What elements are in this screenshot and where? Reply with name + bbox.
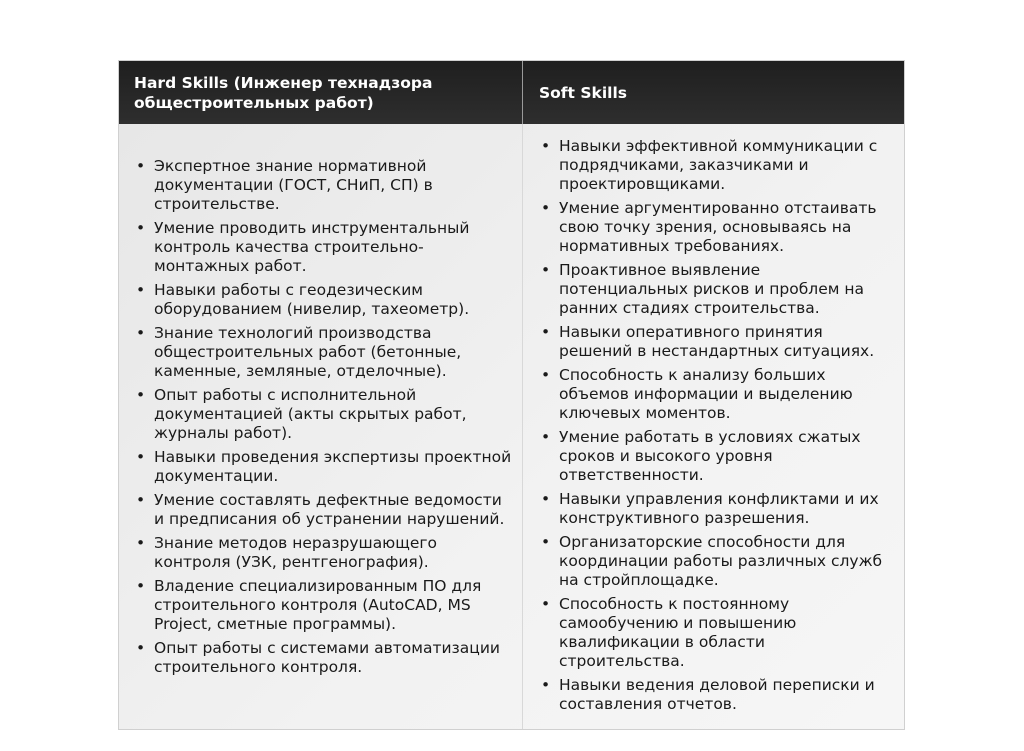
hard-skill-item bbox=[119, 324, 522, 381]
hard-skill-item-text: Знание методов неразрушающего контроля (УЗК, рентгенография). bbox=[154, 534, 437, 571]
soft-skill-item-text: Умение работать в условиях сжатых сроков и высокого уровня ответственности. bbox=[559, 428, 861, 484]
hard-skill-item bbox=[119, 448, 522, 486]
hard-skills-list bbox=[119, 157, 522, 677]
bullet-icon: • bbox=[136, 448, 146, 466]
hard-skill-item-text: Умение проводить инструментальный контроль качества строительно-монтажных работ. bbox=[154, 219, 470, 275]
hard-skills-column bbox=[119, 124, 523, 729]
bullet-icon: • bbox=[541, 323, 551, 341]
soft-skill-item-text: Умение аргументированно отстаивать свою точку зрения, основываясь на нормативных требованиях. bbox=[559, 199, 877, 255]
soft-skill-item-text: Навыки ведения деловой переписки и составления отчетов. bbox=[559, 676, 875, 713]
bullet-icon: • bbox=[541, 490, 551, 508]
soft-skill-item-text: Навыки управления конфликтами и их конструктивного разрешения. bbox=[559, 490, 879, 527]
bullet-icon: • bbox=[541, 137, 551, 155]
soft-skill-item bbox=[523, 323, 904, 361]
hard-skill-item-text: Опыт работы с исполнительной документацией (акты скрытых работ, журналы работ). bbox=[154, 386, 467, 442]
bullet-icon: • bbox=[136, 491, 146, 509]
soft-skill-item bbox=[523, 490, 904, 528]
hard-skill-item bbox=[119, 491, 522, 529]
hard-skill-item-text: Навыки работы с геодезическим оборудованием (нивелир, тахеометр). bbox=[154, 281, 470, 318]
soft-skill-item-text: Проактивное выявление потенциальных рисков и проблем на ранних стадиях строительства. bbox=[559, 261, 865, 317]
bullet-icon: • bbox=[136, 386, 146, 404]
soft-skill-item-text: Навыки оперативного принятия решений в нестандартных ситуациях. bbox=[559, 323, 875, 360]
bullet-icon: • bbox=[541, 261, 551, 279]
soft-skill-item bbox=[523, 533, 904, 590]
soft-skill-item-text: Способность к постоянному самообучению и повышению квалификации в области строительства. bbox=[559, 595, 797, 670]
hard-skill-item bbox=[119, 577, 522, 634]
soft-skill-item bbox=[523, 199, 904, 256]
bullet-icon: • bbox=[541, 533, 551, 551]
soft-skills-list bbox=[523, 137, 904, 714]
soft-skill-item bbox=[523, 595, 904, 671]
bullet-icon: • bbox=[541, 676, 551, 694]
hard-skill-item-text: Умение составлять дефектные ведомости и предписания об устранении нарушений. bbox=[154, 491, 505, 528]
bullet-icon: • bbox=[136, 577, 146, 595]
hard-skill-item-text: Знание технологий производства общестроительных работ (бетонные, каменные, земляные, отделочные). bbox=[154, 324, 462, 380]
hard-skill-item bbox=[119, 639, 522, 677]
bullet-icon: • bbox=[136, 281, 146, 299]
hard-skill-item bbox=[119, 157, 522, 214]
soft-skill-item bbox=[523, 261, 904, 318]
bullet-icon: • bbox=[541, 595, 551, 613]
bullet-icon: • bbox=[541, 366, 551, 384]
soft-skill-item bbox=[523, 137, 904, 194]
bullet-icon: • bbox=[136, 639, 146, 657]
bullet-icon: • bbox=[541, 199, 551, 217]
soft-skill-item-text: Организаторские способности для координации работы различных служб на стройплощадке. bbox=[559, 533, 883, 589]
soft-skill-item-text: Навыки эффективной коммуникации с подрядчиками, заказчиками и проектировщиками. bbox=[559, 137, 878, 193]
hard-skill-item-text: Экспертное знание нормативной документации (ГОСТ, СНиП, СП) в строительстве. bbox=[154, 157, 433, 213]
soft-skill-item bbox=[523, 366, 904, 423]
skills-table bbox=[118, 60, 905, 730]
soft-skills-header: Soft Skills bbox=[539, 83, 627, 102]
table-header bbox=[119, 61, 904, 124]
soft-skill-item-text: Способность к анализу больших объемов информации и выделению ключевых моментов. bbox=[559, 366, 853, 422]
soft-skill-item bbox=[523, 676, 904, 714]
soft-skills-column bbox=[523, 124, 904, 729]
bullet-icon: • bbox=[136, 157, 146, 175]
bullet-icon: • bbox=[541, 428, 551, 446]
hard-skill-item-text: Владение специализированным ПО для строительного контроля (AutoCAD, MS Project, сметные программы). bbox=[154, 577, 482, 633]
hard-skills-header: Hard Skills (Инженер технадзора общестроительных работ) bbox=[119, 61, 523, 124]
hard-skill-item bbox=[119, 281, 522, 319]
hard-skill-item bbox=[119, 534, 522, 572]
hard-skill-item bbox=[119, 219, 522, 276]
bullet-icon: • bbox=[136, 219, 146, 237]
hard-skill-item-text: Навыки проведения экспертизы проектной документации. bbox=[154, 448, 512, 485]
hard-skill-item-text: Опыт работы с системами автоматизации строительного контроля. bbox=[154, 639, 500, 676]
soft-skill-item bbox=[523, 428, 904, 485]
table-body bbox=[119, 124, 904, 729]
bullet-icon: • bbox=[136, 534, 146, 552]
hard-skill-item bbox=[119, 386, 522, 443]
bullet-icon: • bbox=[136, 324, 146, 342]
